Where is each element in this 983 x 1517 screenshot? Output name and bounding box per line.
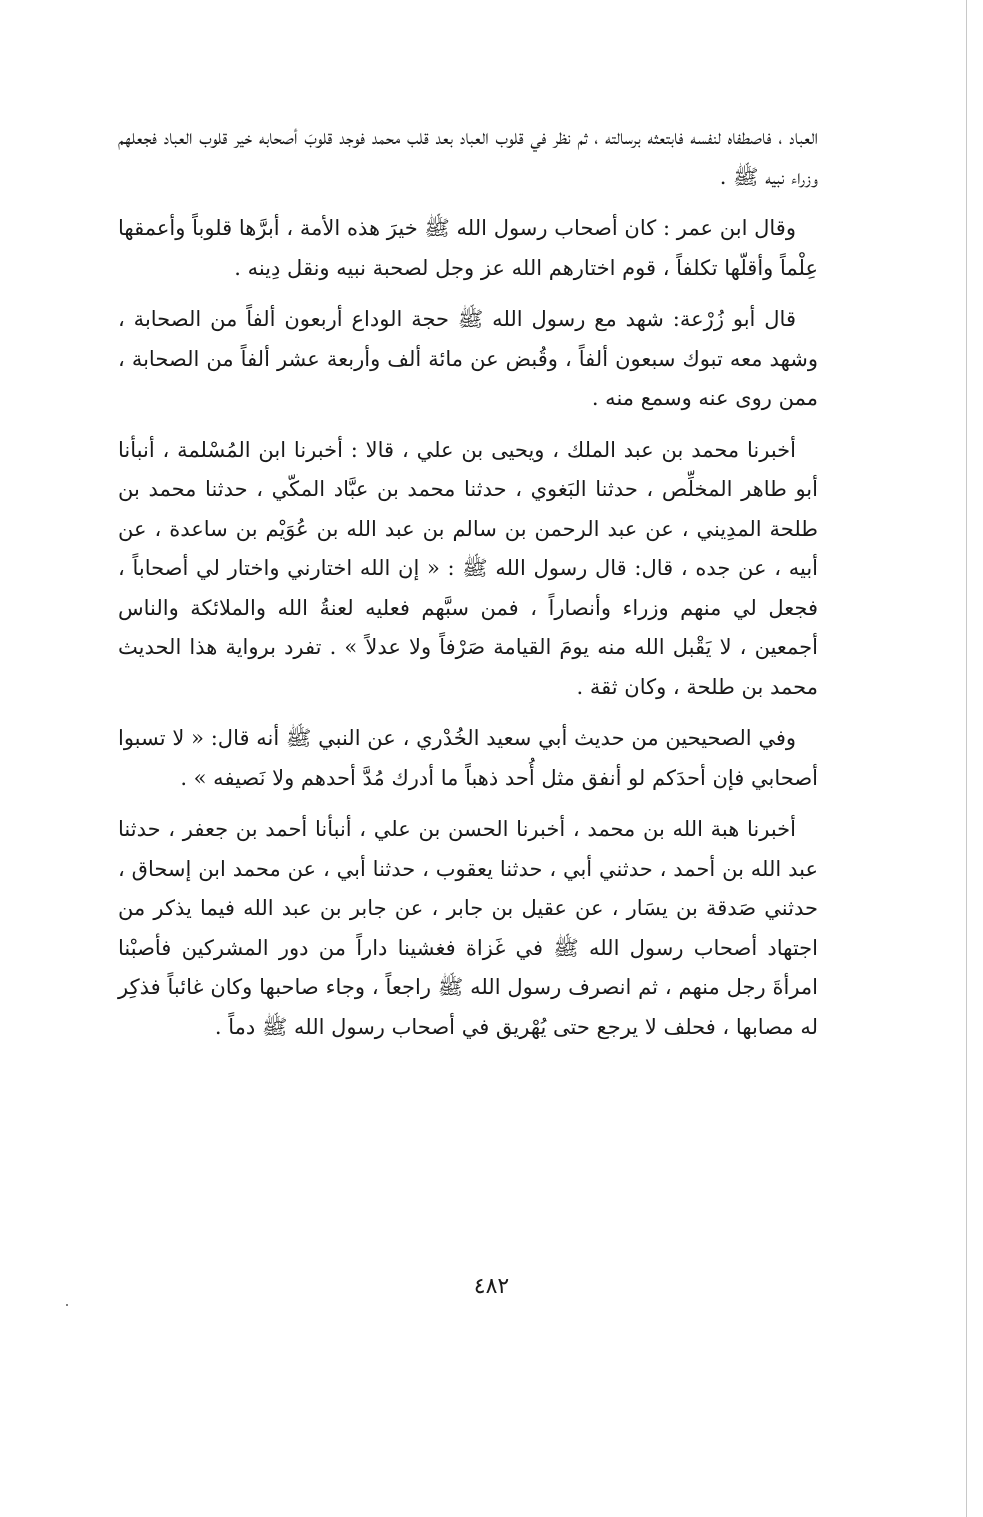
body-text <box>118 118 818 1059</box>
paragraph-ibn-umar: وقال ابن عمر : كان أصحاب رسول الله ﷺ خيرَ هذه الأمة ، أبرَّها قلوباً وأعمقها عِلْماً وأقلّها تكلفاً ، قوم اختارهم الله عز وجل لصحبة نبيه ونقل دِينه . <box>118 216 818 280</box>
paragraph-sahihayn: وفي الصحيحين من حديث أبي سعيد الخُدْري ، عن النبي ﷺ أنه قال: « لا تسبوا أصحابي فإن أحدَكم لو أنفق مثل أُحد ذهباً ما أدرك مُدَّ أحدهم ولا نَصيفه » . <box>118 726 818 790</box>
paragraph-hadith-isnad-1: أخبرنا محمد بن عبد الملك ، ويحيى بن علي ، قالا : أخبرنا ابن المُسْلمة ، أنبأنا أبو طاهر المخلِّص ، حدثنا البَغوي ، حدثنا محمد بن عبَّاد المكّي ، حدثنا محمد بن طلحة المدِيني ، عن عبد الرحمن بن سالم بن عبد الله بن عُوَيْم بن ساعدة ، عن أبيه ، عن جده ، قال: قال رسول الله ﷺ : « إن الله اختارني واختار لي أصحاباً ، فجعل لي منهم وزراء وأنصاراً ، فمن سبَّهم فعليه لعنةُ الله والملائكة والناس أجمعين ، لا يَقْبل الله منه يومَ القيامة صَرْفاً ولا عدلاً » . تفرد برواية هذا الحديث محمد بن طلحة ، وكان ثقة . <box>118 437 818 699</box>
paragraph-hadith-isnad-2: أخبرنا هبة الله بن محمد ، أخبرنا الحسن بن علي ، أنبأنا أحمد بن جعفر ، حدثنا عبد الله بن أحمد ، حدثني أبي ، حدثنا يعقوب ، حدثنا أبي ، عن محمد ابن إسحاق ، حدثني صَدقة بن يسَار ، عن عقيل بن جابر ، عن جابر بن عبد الله فيما يذكر من اجتهاد أصحاب رسول الله ﷺ في غَزاة فغشينا داراً من دور المشركين فأصبْنا امرأةَ رجل منهم ، ثم انصرف رسول الله ﷺ راجعاً ، وجاء صاحبها وكان غائباً فذكِر له مصابها ، فحلف لا يرجع حتى يُهْريق في أصحاب رسول الله ﷺ دماً . <box>118 817 818 1039</box>
paragraph-continuation: العباد ، فاصطفاه لنفسه فابتعثه برسالته ، ثم نظر في قلوب العباد بعد قلب محمد فوجد قلوبَ أصحابه خير قلوب العباد فجعلهم وزراء نبيه ﷺ . <box>118 125 818 189</box>
page-number: ٤٨٢ <box>473 1274 510 1299</box>
paragraph-abu-zura: قال أبو زُرْعة: شهد مع رسول الله ﷺ حجة الوداع أربعون ألفاً من الصحابة ، وشهد معه تبوك سبعون ألفاً ، وقُبض عن مائة ألف وأربعة عشر ألفاً من الصحابة ، ممن روى عنه وسمع منه . <box>118 307 818 410</box>
scan-speck <box>66 1304 68 1306</box>
